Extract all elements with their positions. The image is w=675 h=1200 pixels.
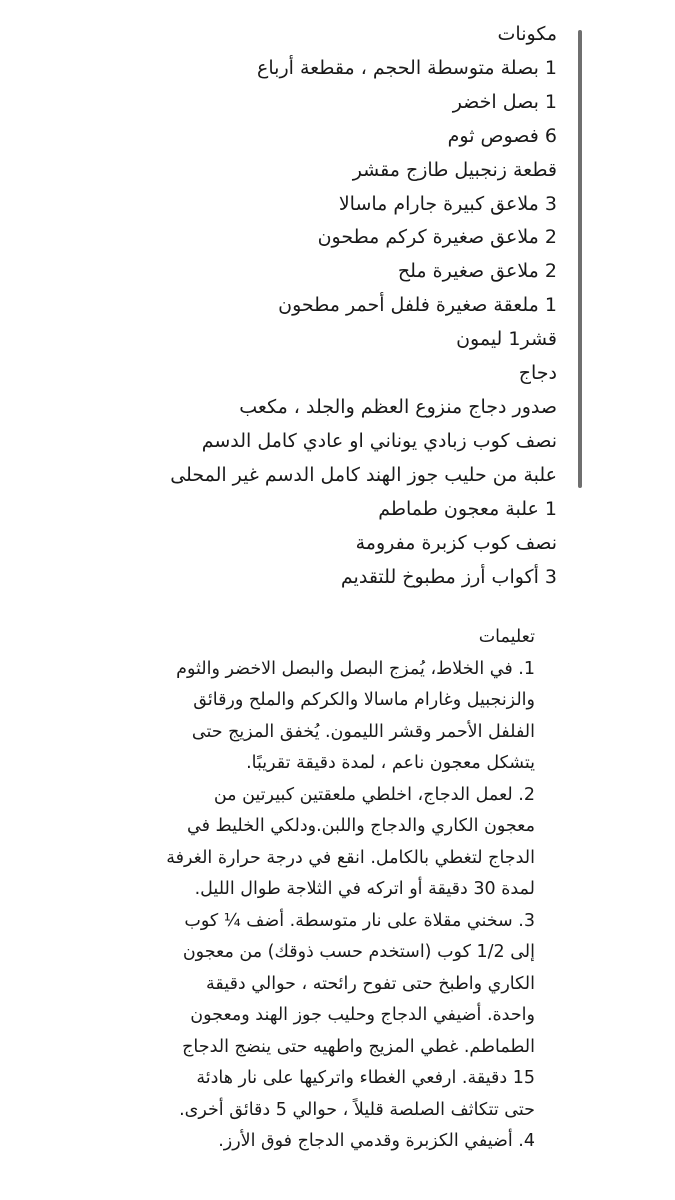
instruction-line: 15 دقيقة. ارفعي الغطاء واتركيها على نار هادئة	[196, 1068, 535, 1088]
ingredient-item: قطعة زنجبيل طازج مقشر	[352, 158, 557, 181]
instruction-line: 2. لعمل الدجاج، اخلطي ملعقتين كبيرتين من	[213, 784, 535, 805]
instruction-line: لمدة 30 دقيقة أو اتركه في الثلاجة طوال الليل.	[194, 879, 535, 899]
instruction-line: يتشكل معجون ناعم ، لمدة دقيقة تقريبًا.	[246, 753, 535, 773]
ingredient-item: 1 بصلة متوسطة الحجم ، مقطعة أرباع	[257, 56, 557, 79]
ingredient-item: نصف كوب زبادي يوناني او عادي كامل الدسم	[201, 429, 557, 452]
ingredient-item: 2 ملاعق صغيرة ملح	[397, 260, 557, 283]
ingredient-item: نصف كوب كزبرة مفرومة	[355, 531, 557, 554]
instruction-line: واحدة. أضيفي الدجاج وحليب جوز الهند ومعجون	[190, 1005, 535, 1025]
ingredient-item: علبة من حليب جوز الهند كامل الدسم غير المحلى	[170, 463, 557, 486]
ingredient-item: صدور دجاج منزوع العظم والجلد ، مكعب	[239, 395, 557, 418]
instruction-line: حتى تتكاثف الصلصة قليلاً ، حوالي 5 دقائق أخرى.	[179, 1099, 535, 1120]
instruction-line: 3. سخني مقلاة على نار متوسطة. أضف ¼ كوب	[184, 910, 535, 931]
ingredient-item: 3 أكواب أرز مطبوخ للتقديم	[340, 565, 557, 588]
instruction-line: الطماطم. غطي المزيج واطهيه حتى ينضج الدجاج	[182, 1036, 535, 1057]
instruction-line: 4. أضيفي الكزبرة وقدمي الدجاج فوق الأرز.	[218, 1131, 535, 1151]
scroll-indicator[interactable]	[578, 30, 582, 488]
instruction-line: معجون الكاري والدجاج واللبن.ودلكي الخليط في	[187, 816, 535, 836]
instruction-line: الكاري واطبخ حتى تفوح رائحته ، حوالي دقيقة	[206, 973, 535, 994]
instruction-line: 1. في الخلاط، يُمزج البصل والبصل الاخضر والثوم	[176, 658, 535, 679]
instructions-title: تعليمات	[478, 627, 535, 647]
ingredient-item: 1 علبة معجون طماطم	[378, 497, 557, 520]
instruction-line: الفلفل الأحمر وقشر الليمون. يُخفق المزيج حتى	[191, 721, 535, 742]
instruction-line: إلى 1/2 كوب (استخدم حسب ذوقك) من معجون	[182, 942, 535, 962]
ingredients-section	[170, 18, 557, 594]
ingredient-subheading: دجاج	[518, 362, 557, 385]
instruction-line: الدجاج لتغطي بالكامل. انقع في درجة حرارة الغرفة	[166, 847, 535, 868]
ingredient-item: قشر1 ليمون	[456, 328, 557, 351]
ingredient-item: 2 ملاعق صغيرة كركم مطحون	[317, 226, 557, 249]
ingredient-item: 1 ملعقة صغيرة فلفل أحمر مطحون	[278, 294, 557, 317]
instructions-section	[135, 622, 535, 1158]
ingredient-item: 1 بصل اخضر	[452, 90, 557, 113]
instruction-line: والزنجبيل وغارام ماسالا والكركم والملح ورقائق	[193, 690, 535, 710]
ingredient-item: 6 فصوص ثوم	[447, 124, 557, 147]
ingredient-item: 3 ملاعق كبيرة جارام ماسالا	[338, 192, 557, 215]
ingredients-title: مكونات	[497, 23, 557, 45]
